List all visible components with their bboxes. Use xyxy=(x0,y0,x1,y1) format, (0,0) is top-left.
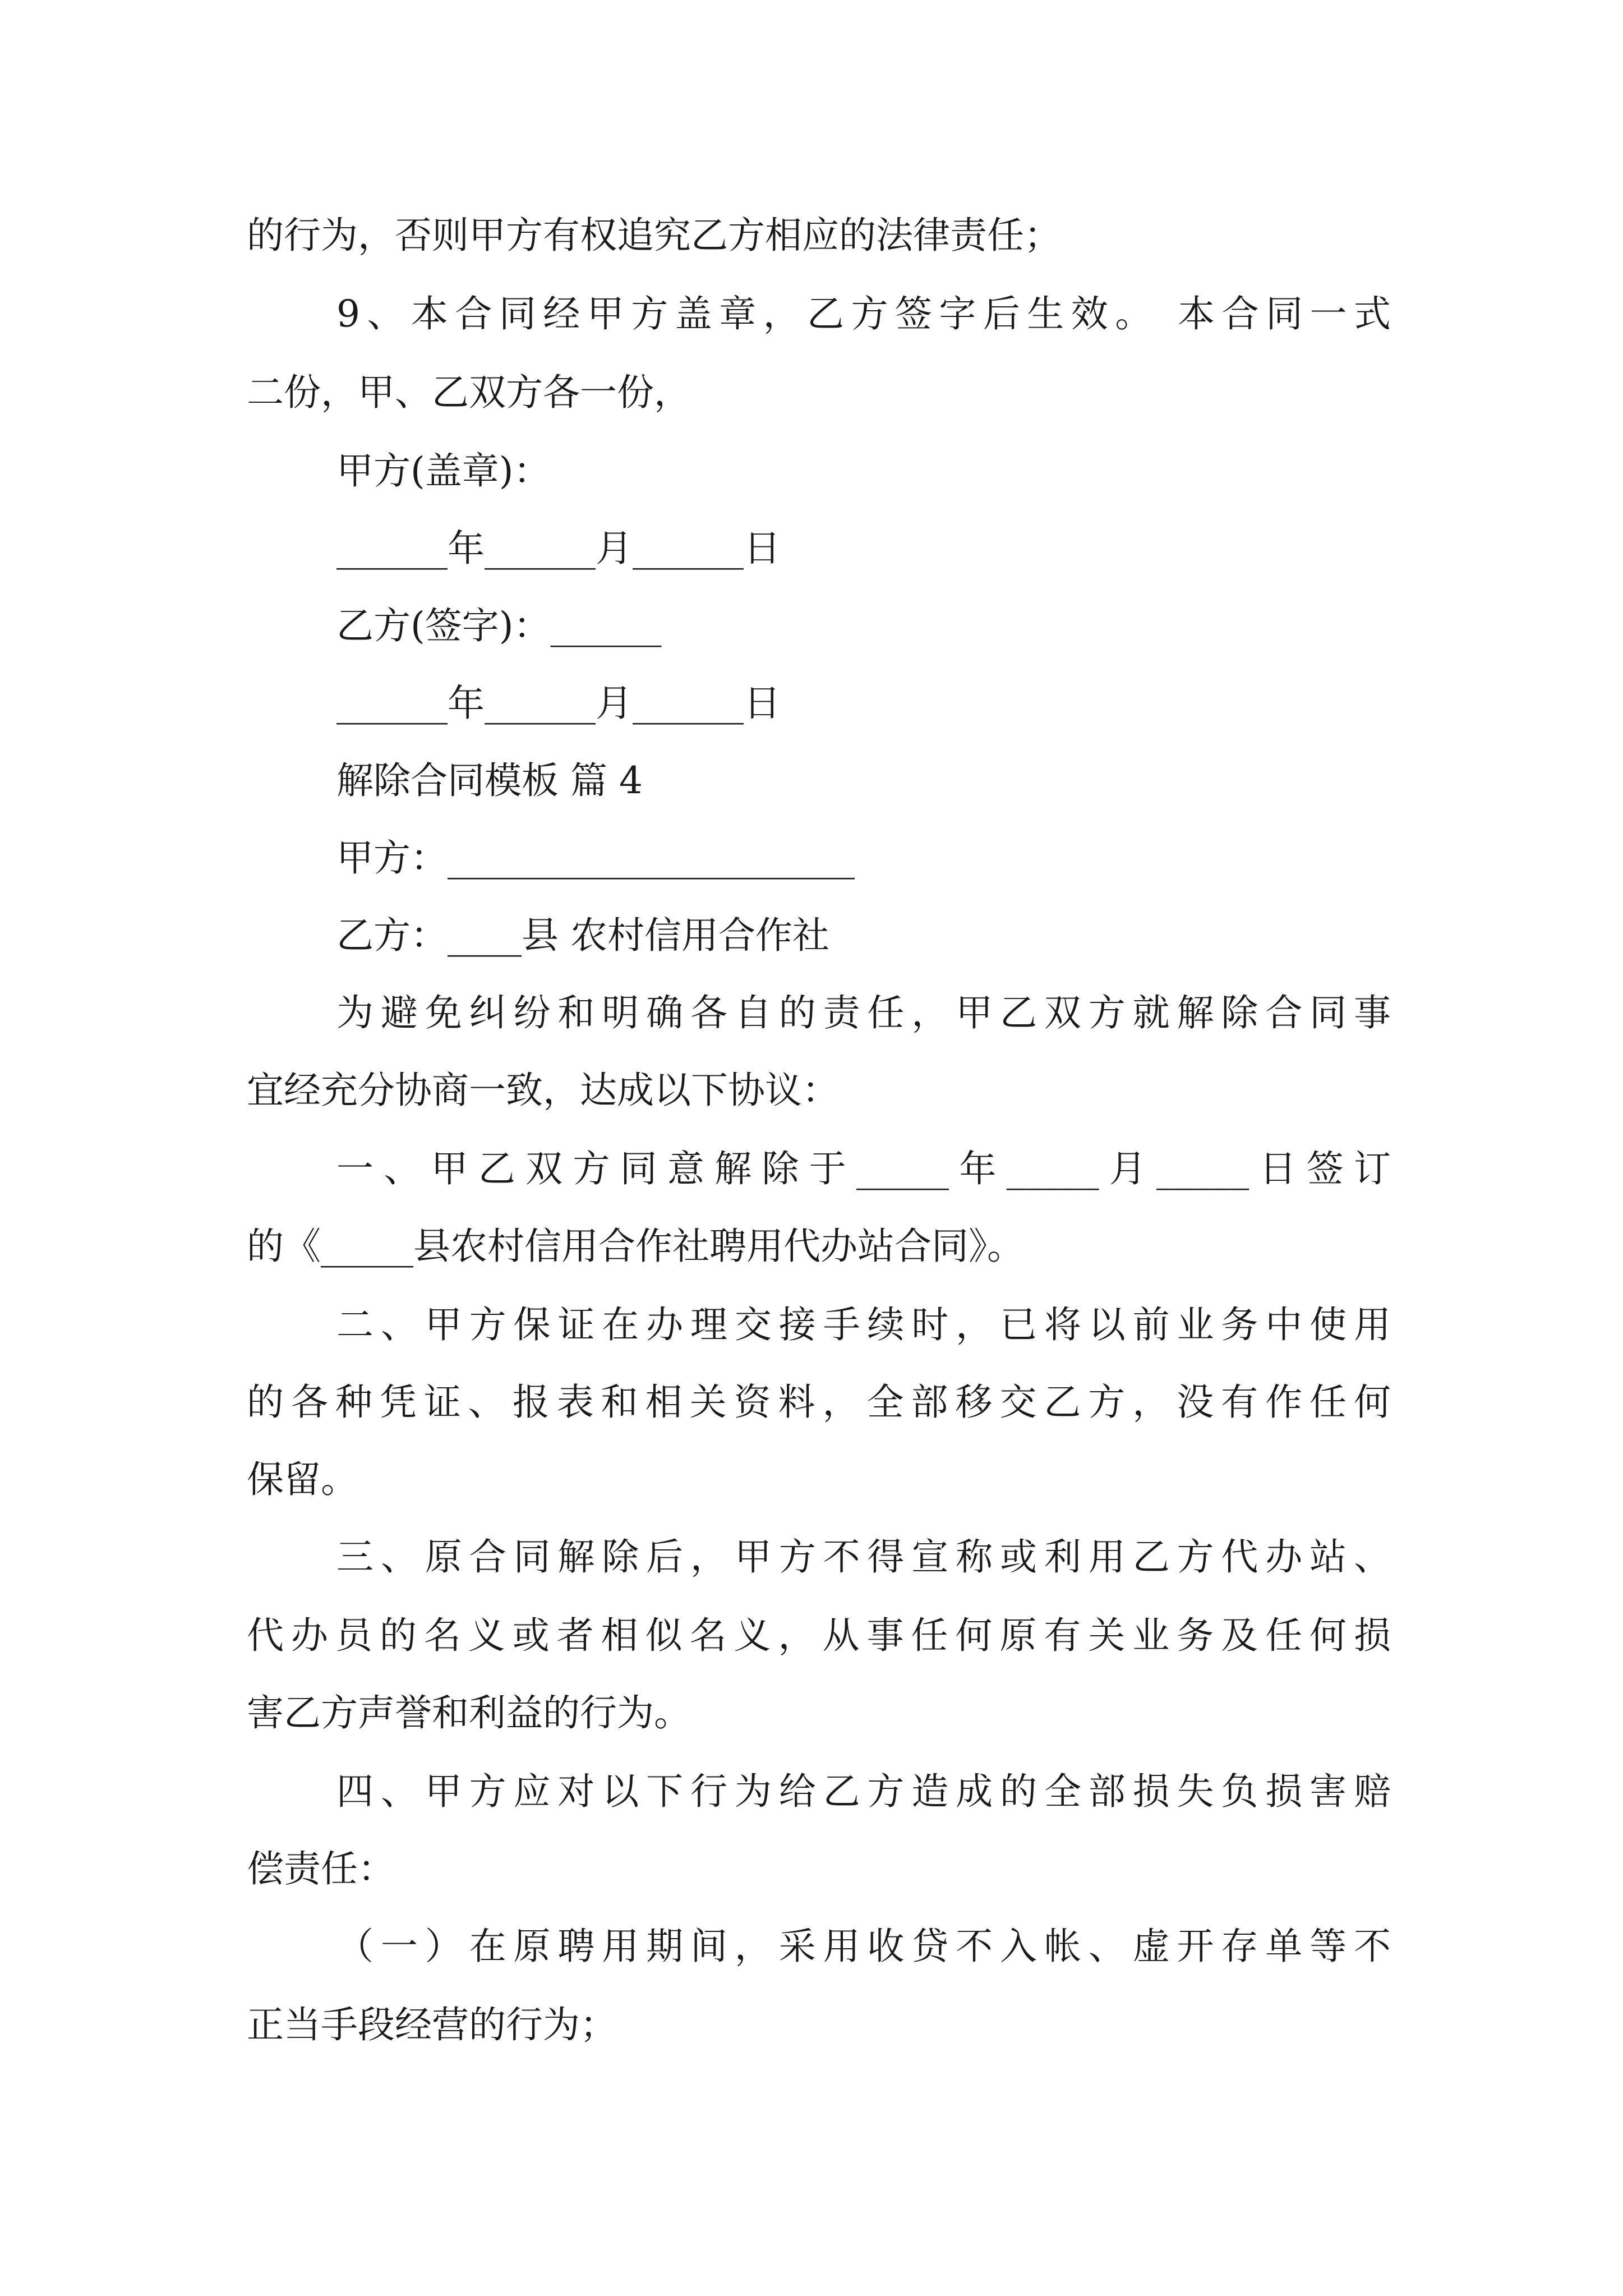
text-line: 二份，甲、乙双方各一份， xyxy=(247,371,691,414)
text-line: 偿责任： xyxy=(247,1847,395,1890)
text-line: 代办员的名义或者相似名义，从事任何原有关业务及任何损 xyxy=(247,1614,1391,1657)
text-line: 四、甲方应对以下行为给乙方造成的全部损失负损害赔 xyxy=(336,1770,1391,1813)
text-line: 害乙方声誉和利益的行为。 xyxy=(247,1691,691,1734)
text-line: 一、甲乙双方同意解除于_____年_____月_____日签订 xyxy=(336,1147,1391,1190)
text-line: 为避免纠纷和明确各自的责任，甲乙双方就解除合同事 xyxy=(336,991,1391,1034)
text-line: 三、原合同解除后，甲方不得宣称或利用乙方代办站、 xyxy=(336,1535,1391,1579)
signature-label-party-a: 甲方(盖章)： xyxy=(336,449,551,493)
text-line: 的《_____县农村信用合作社聘用代办站合同》。 xyxy=(247,1225,1024,1268)
party-b-line: 乙方：____县 农村信用合作社 xyxy=(336,914,829,957)
text-line: 正当手段经营的行为； xyxy=(247,2003,617,2046)
text-line: 保留。 xyxy=(247,1458,358,1501)
text-line: 宜经充分协商一致，达成以下协议： xyxy=(247,1069,839,1112)
text-line: 的各种凭证、报表和相关资料，全部移交乙方，没有作任何 xyxy=(247,1381,1391,1424)
text-line: 的行为，否则甲方有权追究乙方相应的法律责任； xyxy=(247,214,1061,257)
section-heading: 解除合同模板 篇 4 xyxy=(336,759,643,802)
text-line: （一）在原聘用期间，采用收贷不入帐、虚开存单等不 xyxy=(336,1925,1391,1968)
date-line: ______年______月______日 xyxy=(336,527,781,570)
text-line: 9、本合同经甲方盖章，乙方签字后生效。 本合同一式 xyxy=(336,292,1391,335)
text-line: 二、甲方保证在办理交接手续时，已将以前业务中使用 xyxy=(336,1303,1391,1346)
document-page xyxy=(247,0,1391,2296)
date-line: ______年______月______日 xyxy=(336,682,781,725)
signature-label-party-b: 乙方(签字)：______ xyxy=(336,604,662,647)
party-a-line: 甲方：______________________ xyxy=(336,836,855,880)
